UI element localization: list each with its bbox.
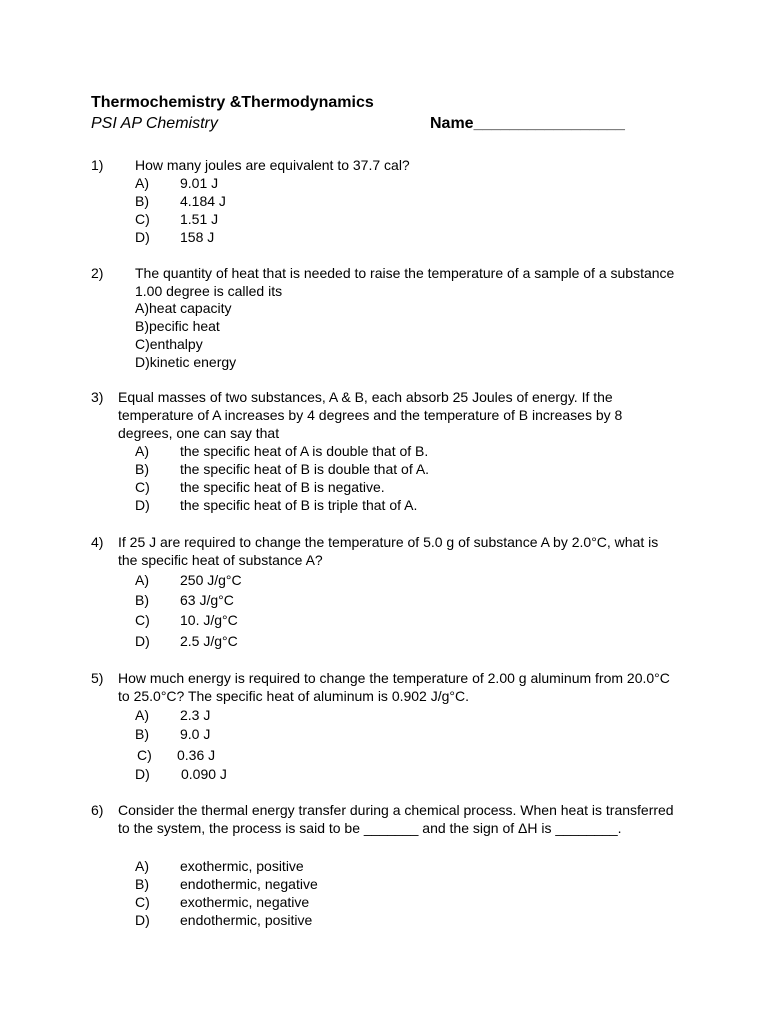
answer-option: C)enthalpy [135, 336, 203, 352]
option-letter: D) [135, 766, 150, 782]
option-text: 0.090 J [181, 766, 227, 782]
option-letter: C) [137, 747, 152, 763]
name-field-label: Name_________________ [430, 115, 625, 132]
option-text: 4.184 J [180, 193, 226, 209]
option-text: 9.0 J [180, 726, 211, 742]
option-letter: D) [135, 633, 150, 649]
option-letter: A) [135, 707, 149, 723]
option-text: 2.3 J [180, 707, 211, 723]
option-letter: A) [135, 175, 149, 191]
answer-option: B)pecific heat [135, 318, 220, 334]
question-number: 1) [91, 157, 104, 173]
option-letter: A) [135, 858, 149, 874]
question-text: Equal masses of two substances, A & B, each absorb 25 Joules of energy. If the temperature of A increases by 4 degrees and the temperature of B increases by 8 degrees, one can say that [118, 389, 623, 441]
question-number: 3) [91, 389, 104, 405]
question-text: The quantity of heat that is needed to raise the temperature of a sample of a substance 1.00 degree is called its [135, 265, 675, 299]
question-text: If 25 J are required to change the temperature of 5.0 g of substance A by 2.0°C, what is the specific heat of substance A? [118, 534, 659, 568]
option-text: the specific heat of B is negative. [180, 479, 385, 495]
option-letter: C) [135, 612, 150, 628]
option-letter: B) [135, 876, 149, 892]
option-text: exothermic, positive [180, 858, 304, 874]
option-text: 9.01 J [180, 175, 219, 191]
option-letter: B) [135, 726, 149, 742]
option-letter: D) [135, 912, 150, 928]
option-text: endothermic, negative [180, 876, 318, 892]
option-letter: B) [135, 461, 149, 477]
option-letter: C) [135, 894, 150, 910]
option-text: 2.5 J/g°C [180, 633, 238, 649]
question-number: 2) [91, 265, 104, 281]
answer-option: A)heat capacity [135, 300, 232, 316]
option-text: the specific heat of B is triple that of A. [180, 497, 418, 513]
option-letter: A) [135, 443, 149, 459]
option-text: 158 J [180, 229, 215, 245]
answer-option: D)kinetic energy [135, 354, 237, 370]
course-subtitle: PSI AP Chemistry [91, 115, 218, 132]
option-letter: D) [135, 229, 150, 245]
question-number: 6) [91, 802, 104, 818]
question-number: 4) [91, 534, 104, 550]
question-number: 5) [91, 670, 104, 686]
option-letter: D) [135, 497, 150, 513]
question-text: Consider the thermal energy transfer during a chemical process. When heat is transferred to the system, the process is said to be _______ and the sign of ΔH is ________. [118, 802, 674, 836]
option-letter: B) [135, 193, 149, 209]
option-text: 10. J/g°C [180, 612, 238, 628]
option-text: 1.51 J [180, 211, 219, 227]
option-text: 250 J/g°C [180, 572, 242, 588]
option-text: endothermic, positive [180, 912, 313, 928]
worksheet-title: Thermochemistry &Thermodynamics [91, 94, 374, 111]
question-text: How much energy is required to change the temperature of 2.00 g aluminum from 20.0°C to 25.0°C? The specific heat of aluminum is 0.902 J/g°C. [118, 670, 670, 704]
option-text: 0.36 J [177, 747, 216, 763]
option-letter: C) [135, 211, 150, 227]
option-letter: C) [135, 479, 150, 495]
option-text: 63 J/g°C [180, 592, 234, 608]
option-text: the specific heat of A is double that of B. [180, 443, 429, 459]
option-text: exothermic, negative [180, 894, 310, 910]
option-text: the specific heat of B is double that of A. [180, 461, 430, 477]
option-letter: A) [135, 572, 149, 588]
question-text: How many joules are equivalent to 37.7 cal? [135, 157, 410, 173]
option-letter: B) [135, 592, 149, 608]
